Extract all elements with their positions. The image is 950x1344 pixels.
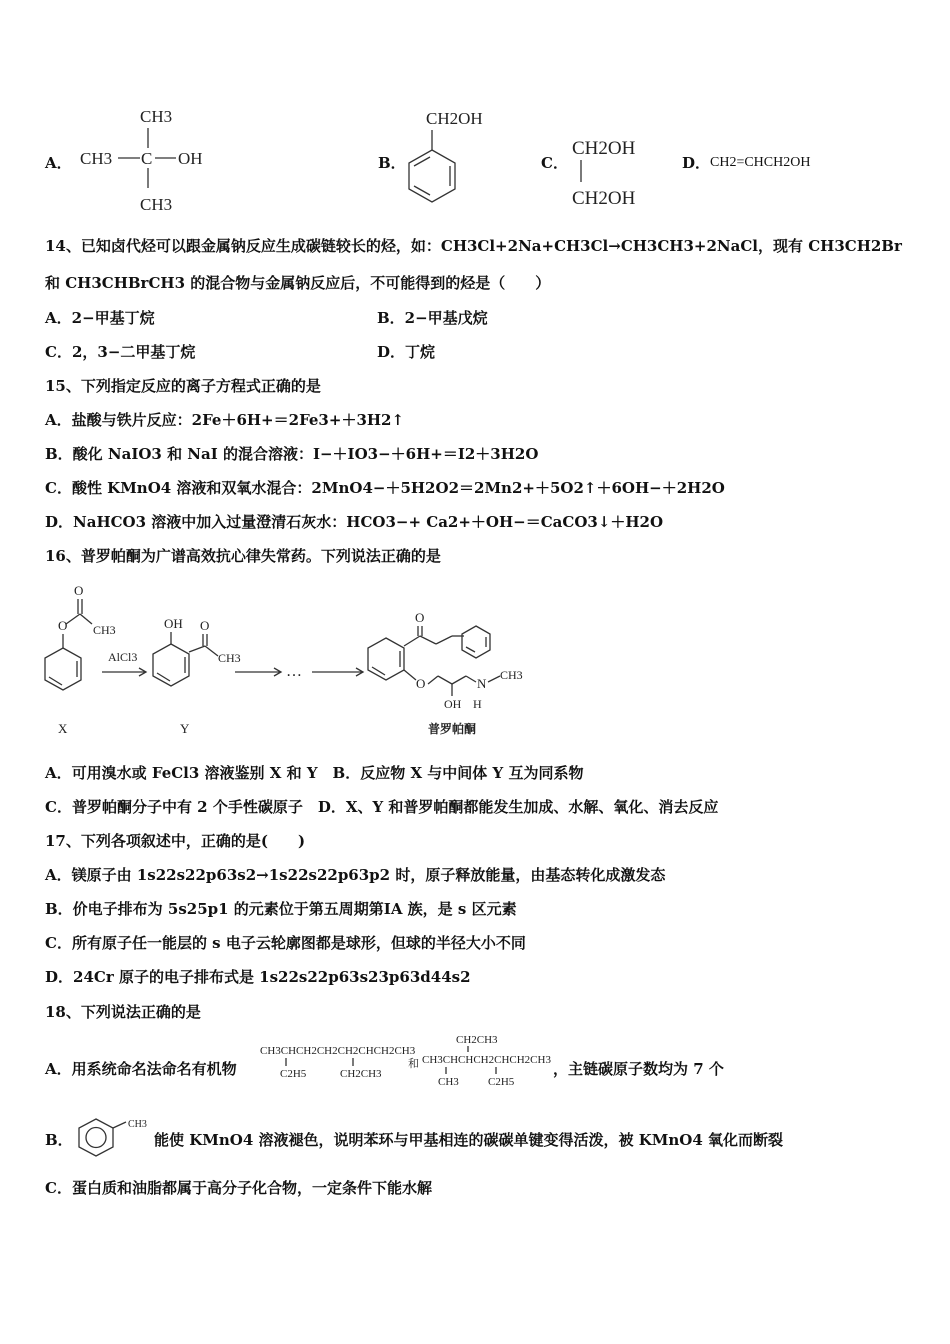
q16-p-oh: OH: [444, 697, 462, 711]
q17-stem: 17、下列各项叙述中，正确的是( ): [45, 832, 306, 850]
q16-y-ch3: CH3: [218, 651, 241, 665]
q17-option-c: C．所有原子任一能层的 s 电子云轮廓图都是球形，但球的半径大小不同: [45, 934, 526, 952]
q14-stem-line1: 14、已知卤代烃可以跟金属钠反应生成碳链较长的烃，如：CH3Cl+2Na+CH3Cl→CH3CH3+2NaCl，现有 CH3CH2Br: [45, 237, 902, 255]
q18-mol1-main: CH3CHCH2CH2CH2CHCH2CH3: [260, 1045, 416, 1057]
q16-compound-propafenone: [368, 610, 523, 711]
q16-dots: …: [286, 663, 302, 680]
q13-option-a-structure: [78, 100, 218, 220]
q16-x-o-ring: O: [58, 618, 68, 633]
q16-reaction-scheme: [40, 580, 540, 745]
q16-x-o-top: O: [74, 583, 84, 598]
q13-option-c-label: C．: [541, 154, 568, 172]
q18-mol1-sub1: C2H5: [280, 1068, 307, 1080]
q16-label-x: X: [58, 721, 68, 736]
q13-option-d-text: CH2=CHCH2OH: [710, 155, 811, 170]
q15-stem: 15、下列指定反应的离子方程式正确的是: [45, 377, 321, 395]
q18-option-a-structures: [258, 1030, 553, 1090]
q17-option-b: B．价电子排布为 5s25p1 的元素位于第五周期第ⅠA 族，是 s 区元素: [45, 900, 517, 918]
q13-option-b-label: B．: [378, 154, 406, 172]
q16-label-propafenone: 普罗帕酮: [428, 722, 477, 736]
q16-compound-x: [45, 583, 116, 690]
q13-option-b-structure: [400, 104, 510, 222]
q18-b-ch3: CH3: [128, 1119, 147, 1130]
q15-option-b: B．酸化 NaIO3 和 NaI 的混合溶液：I−＋IO3−＋6H+＝I2＋3H2O: [45, 445, 539, 463]
q18-mol2-sub2: C2H5: [488, 1076, 515, 1088]
q16-stem: 16、普罗帕酮为广谱高效抗心律失常药。下列说法正确的是: [45, 547, 441, 565]
q18-option-a-suffix: ，主链碳原子数均为 7 个: [553, 1060, 724, 1078]
q17-option-a: A．镁原子由 1s22s22p63s2→1s22s22p63p2 时，原子释放能量，由基态转化成激发态: [45, 866, 666, 884]
q13-option-c-structure: [570, 132, 665, 212]
q16-reagent: AlCl3: [108, 650, 138, 664]
q16-p-h: H: [473, 697, 482, 711]
q13-a-ch3-left: CH3: [80, 149, 113, 168]
q16-p-o: O: [415, 610, 425, 625]
q14-option-c: C．2，3−二甲基丁烷: [45, 343, 196, 361]
q18-mol1-sub2: CH2CH3: [340, 1068, 382, 1080]
q18-and: 和: [408, 1058, 419, 1070]
q18-stem: 18、下列说法正确的是: [45, 1003, 201, 1021]
q13-a-c: C: [141, 149, 153, 168]
q13-c-top: CH2OH: [572, 138, 636, 159]
q16-p-o-ether: O: [416, 676, 426, 691]
q13-c-bottom: CH2OH: [572, 188, 636, 209]
q13-option-d-label: D．: [682, 154, 711, 172]
q16-options-cd: C．普罗帕酮分子中有 2 个手性碳原子 D．X、Y 和普罗帕酮都能发生加成、水解、氧化、消去反应: [45, 798, 719, 816]
q18-mol2-main: CH3CHCHCH2CHCH2CH3: [422, 1054, 551, 1066]
q15-option-d: D．NaHCO3 溶液中加入过量澄清石灰水：HCO3−+ Ca2+＋OH−＝CaCO3↓＋H2O: [45, 513, 664, 531]
q18-mol2-top: CH2CH3: [456, 1034, 498, 1046]
q16-p-ch3: CH3: [500, 668, 523, 682]
q18-option-b-toluene: [76, 1116, 156, 1160]
q14-option-d: D．丁烷: [377, 343, 436, 361]
q13-b-ch2oh: CH2OH: [426, 109, 483, 128]
q16-options-ab: A．可用溴水或 FeCl3 溶液鉴别 X 和 Y B．反应物 X 与中间体 Y 互为同系物: [45, 764, 584, 782]
q13-a-oh: OH: [178, 149, 203, 168]
q16-label-y: Y: [180, 721, 190, 736]
q18-option-a-prefix: A．用系统命名法命名有机物: [45, 1060, 237, 1078]
q16-x-ch3: CH3: [93, 623, 116, 637]
q18-option-b-label: B．: [45, 1131, 73, 1149]
q17-option-d: D．24Cr 原子的电子排布式是 1s22s22p63s23p63d44s2: [45, 968, 471, 986]
q13-a-ch3-bottom: CH3: [140, 195, 173, 214]
q14-stem-line2: 和 CH3CHBrCH3 的混合物与金属钠反应后，不可能得到的烃是（ ）: [45, 274, 551, 292]
q13-a-ch3-top: CH3: [140, 107, 173, 126]
q16-y-oh: OH: [164, 616, 183, 631]
q16-compound-y: [153, 616, 241, 686]
q14-option-b: B．2−甲基戊烷: [377, 309, 488, 327]
q18-option-b-text: 能使 KMnO4 溶液褪色，说明苯环与甲基相连的碳碳单键变得活泼，被 KMnO4 氧化而断裂: [154, 1131, 783, 1149]
q18-option-c: C．蛋白质和油脂都属于高分子化合物，一定条件下能水解: [45, 1179, 432, 1197]
q13-option-a-label: A．: [45, 154, 72, 172]
q15-option-a: A．盐酸与铁片反应：2Fe＋6H+＝2Fe3+＋3H2↑: [45, 411, 405, 429]
q16-y-o: O: [200, 618, 210, 633]
q15-option-c: C．酸性 KMnO4 溶液和双氧水混合：2MnO4−＋5H2O2＝2Mn2+＋5O2↑＋6OH−＋2H2O: [45, 479, 725, 497]
q18-mol2-sub1: CH3: [438, 1076, 459, 1088]
q14-option-a: A．2−甲基丁烷: [45, 309, 155, 327]
q16-p-n: N: [477, 676, 487, 691]
